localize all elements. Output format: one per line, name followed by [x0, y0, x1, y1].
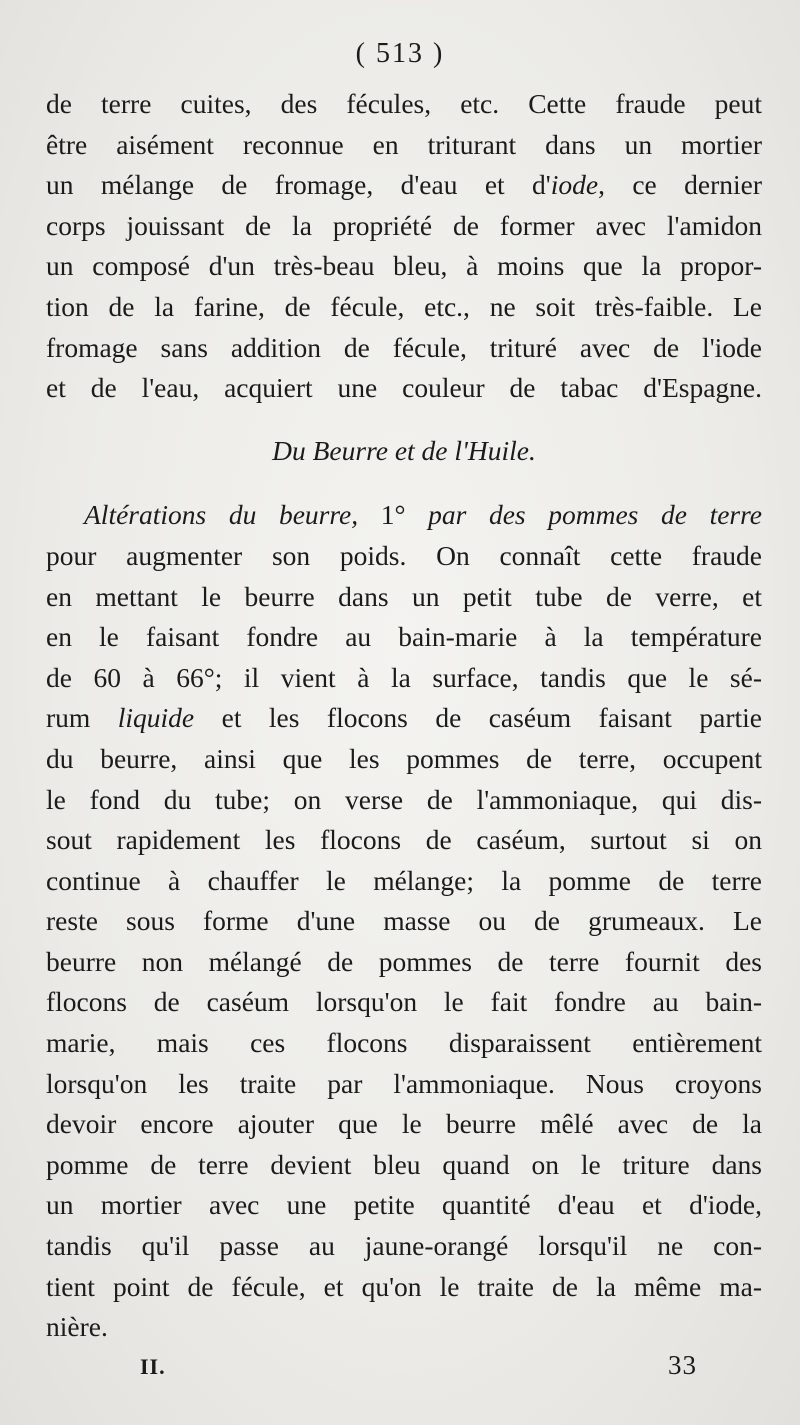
text-line: flocons de caséum lorsqu'on le fait fondre au bain-	[46, 986, 762, 1018]
section-heading: Du Beurre et de l'Huile.	[272, 434, 536, 466]
text-line: lorsqu'on les traite par l'ammoniaque. Nous croyons	[46, 1067, 762, 1099]
text-line: continue à chauffer le mélange; la pomme de terre	[46, 864, 762, 896]
text-line: en mettant le beurre dans un petit tube de verre, et	[46, 580, 762, 612]
text-line: tandis qu'il passe au jaune-orangé lorsqu'il ne con-	[46, 1230, 762, 1262]
text-line: nière.	[46, 1311, 108, 1343]
text-run: rum	[46, 702, 118, 734]
text-line: tion de la farine, de fécule, etc., ne soit très-faible. Le	[46, 290, 762, 322]
text-line: sout rapidement les flocons de caséum, surtout si on	[46, 824, 762, 856]
text-run: 1°	[358, 499, 429, 531]
text-line: le fond du tube; on verse de l'ammoniaque, qui dis-	[46, 783, 762, 815]
text-line: un composé d'un très-beau bleu, à moins que la propor-	[46, 250, 762, 282]
text-line	[46, 165, 762, 206]
signature-mark: II.	[140, 1354, 166, 1379]
text-line: du beurre, ainsi que les pommes de terre, occupent	[46, 742, 762, 774]
text-line: de terre cuites, des fécules, etc. Cette fraude peut	[46, 88, 762, 119]
text-line: corps jouissant de la propriété de former avec l'amidon	[46, 209, 762, 241]
text-line: pomme de terre devient bleu quand on le triture dans	[46, 1148, 762, 1180]
text-line: fromage sans addition de fécule, trituré avec de l'iode	[46, 331, 762, 363]
italic-run: Altérations du beurre,	[84, 499, 359, 531]
text-line: devoir encore ajouter que le beurre mêlé avec de la	[46, 1108, 762, 1140]
text-line: et de l'eau, acquiert une couleur de tabac d'Espagne.	[46, 372, 762, 404]
body-text	[46, 84, 762, 1348]
catchword: 33	[668, 1350, 697, 1380]
text-run: un mélange de fromage, d'eau et d'	[46, 169, 551, 201]
text-line	[46, 495, 762, 536]
text-line: de 60 à 66°; il vient à la surface, tandis que le sé-	[46, 661, 762, 693]
text-line: reste sous forme d'une masse ou de grumeaux. Le	[46, 905, 762, 937]
text-line: marie, mais ces flocons disparaissent entièrement	[46, 1027, 762, 1059]
text-line: être aisément reconnue en triturant dans un mortier	[46, 128, 762, 160]
text-line	[46, 698, 762, 739]
text-line: beurre non mélangé de pommes de terre fournit des	[46, 945, 762, 977]
text-line: tient point de fécule, et qu'on le traite de la même ma-	[46, 1270, 762, 1302]
italic-run: par des pommes de terre	[428, 499, 763, 531]
text-line: pour augmenter son poids. On connaît cette fraude	[46, 539, 762, 571]
text-run: , ce dernier	[598, 169, 763, 201]
page-number: ( 513 )	[355, 38, 445, 69]
text-run: et les flocons de caséum faisant partie	[194, 702, 762, 734]
italic-term: liquide	[117, 702, 195, 734]
text-line: en le faisant fondre au bain-marie à la température	[46, 621, 762, 653]
text-line: un mortier avec une petite quantité d'eau et d'iode,	[46, 1189, 762, 1221]
italic-term: iode	[550, 169, 599, 201]
